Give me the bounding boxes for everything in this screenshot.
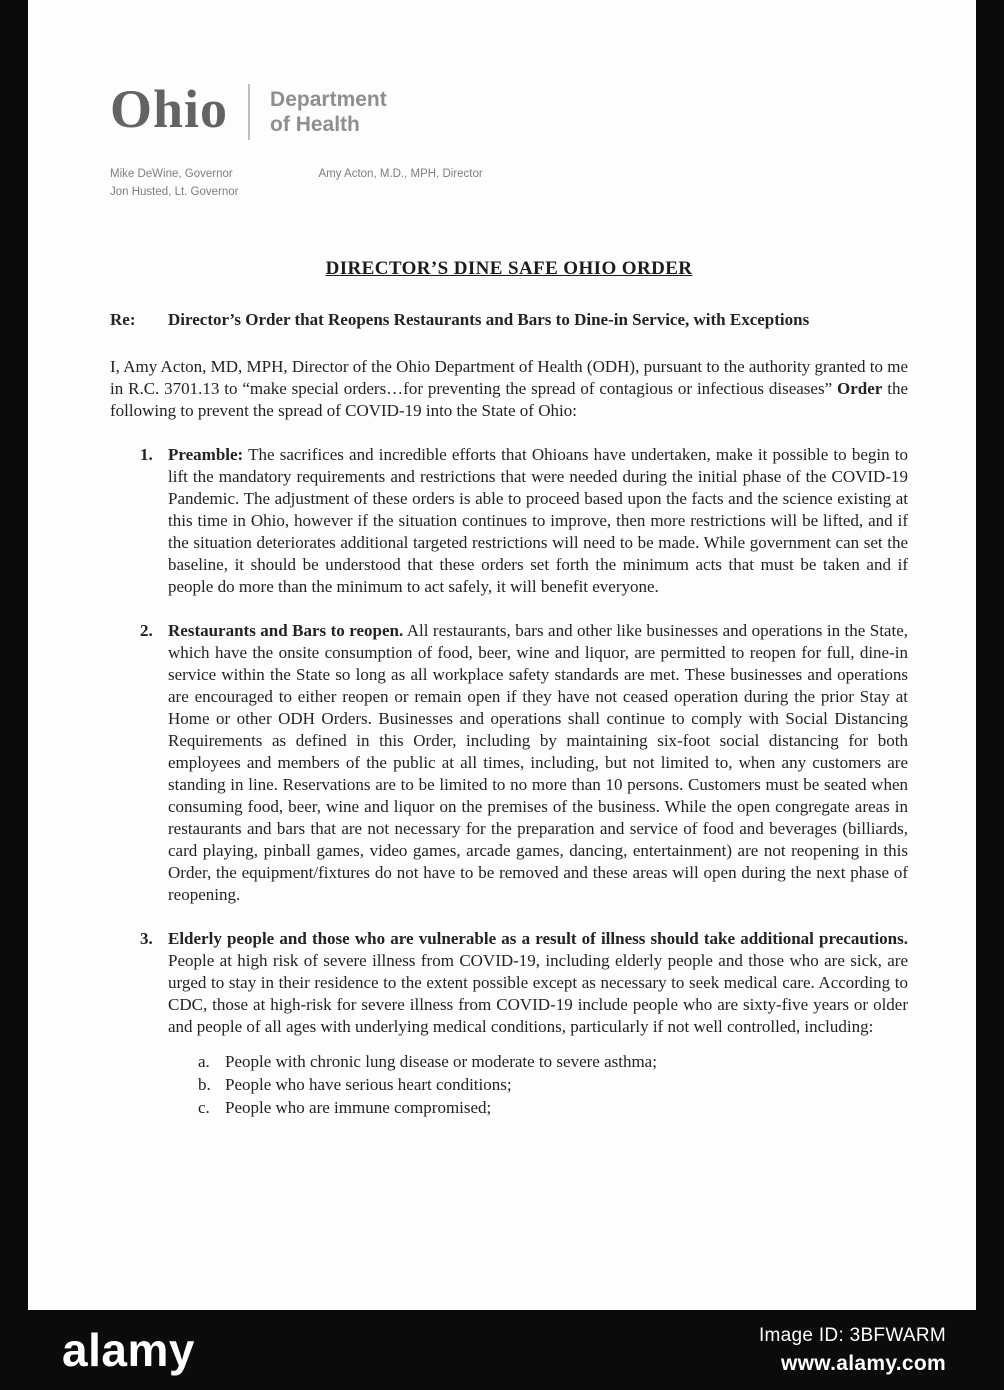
document-content — [28, 0, 976, 1310]
sub-item-text: People who have serious heart conditions; — [225, 1074, 512, 1094]
logo-divider — [248, 84, 250, 140]
alamy-meta — [759, 1325, 946, 1376]
intro-text-post: the following to prevent the spread of COVID-19 into the State of Ohio: — [110, 378, 908, 420]
alamy-logo: alamy — [62, 1324, 195, 1376]
item-lead: Restaurants and Bars to reopen. — [168, 620, 404, 640]
re-line — [110, 310, 908, 330]
sub-item-marker: a. — [198, 1051, 210, 1071]
sub-item-text: People who are immune compromised; — [225, 1097, 492, 1117]
officials-col-director — [318, 166, 482, 202]
ohio-logo: Ohio — [110, 79, 229, 139]
director-line: Amy Acton, M.D., MPH, Director — [318, 168, 483, 180]
document-title: DIRECTOR’S DINE SAFE OHIO ORDER — [325, 257, 693, 279]
intro-text-pre: I, Amy Acton, MD, MPH, Director of the Ohio Department of Health (ODH), pursuant to the authority granted to me in R.C. 3701.13 to “make special orders…for preventing the spread of contagious or infectious diseases” — [110, 356, 908, 398]
sub-item-a — [198, 1050, 908, 1073]
image-id: Image ID: 3BFWARM — [758, 1324, 946, 1346]
item-body: The sacrifices and incredible efforts that Ohioans have undertaken, make it possible to begin to lift the mandatory requirements and restrictions that were needed during the initial phase of the COVID-19 Pandemic. The adjustment of these orders is able to proceed based upon the facts and the science existing at this time in Ohio, however if the situation continues to improve, then more restrictions will be lifted, and if the situation deteriorates additional targeted restrictions will need to be made. While government can set the baseline, it should be understood that these orders set forth the minimum acts that must be taken and if people do more than the minimum to act safely, it will benefit everyone. — [168, 444, 908, 596]
governor-line: Mike DeWine, Governor — [110, 168, 233, 180]
officials-block — [110, 166, 908, 202]
watermark-left-bar — [0, 0, 28, 1390]
dept-line2: of Health — [270, 113, 360, 137]
high-risk-sub-list — [198, 1050, 908, 1119]
intro-order-word: Order — [837, 378, 883, 398]
odh-logo — [110, 79, 908, 140]
watermark-right-bar — [976, 0, 1004, 1390]
item-number: 3. — [140, 928, 153, 948]
department-name — [270, 82, 387, 137]
item-number: 1. — [140, 444, 153, 464]
order-item-elderly-precautions — [140, 928, 908, 1038]
sub-item-c — [198, 1096, 908, 1119]
order-item-restaurants-reopen — [140, 620, 908, 906]
alamy-watermark-bar — [0, 1310, 1004, 1390]
alamy-url: www.alamy.com — [781, 1351, 946, 1375]
item-number: 2. — [140, 620, 153, 640]
sub-item-marker: c. — [198, 1097, 210, 1117]
dept-line1: Department — [270, 88, 387, 111]
sub-item-text: People with chronic lung disease or moderate to severe asthma; — [225, 1051, 657, 1071]
letterhead — [110, 79, 908, 202]
item-text — [168, 444, 908, 598]
intro-paragraph — [110, 356, 908, 422]
item-text — [168, 928, 908, 1038]
item-text — [168, 620, 908, 906]
officials-col-governors — [110, 166, 238, 202]
order-item-preamble — [140, 444, 908, 598]
sub-item-b — [198, 1073, 908, 1096]
item-lead: Preamble: — [168, 444, 244, 464]
re-subject: Director’s Order that Reopens Restaurants and Bars to Dine-in Service, with Exceptions — [168, 309, 810, 329]
lt-governor-line: Jon Husted, Lt. Governor — [110, 185, 239, 198]
sub-item-marker: b. — [198, 1074, 211, 1094]
item-body: All restaurants, bars and other like businesses and operations in the State, which have the onsite consumption of food, beer, wine and liquor, are permitted to reopen for full, dine-in service within the State so long as all workplace safety standards are met. These businesses and operations are encouraged to either reopen or remain open if they have not ceased operation during the prior Stay at Home or other ODH Orders. Businesses and operations shall continue to comply with Social Distancing Requirements as defined in this Order, including by maintaining six-foot social distancing for both employees and members of the public at all times, including, but not limited to, when any customers are standing in line. Reservations are to be limited to no more than 10 persons. Customers must be seated when consuming food, beer, wine and liquor on the premises of the business. While the open congregate areas in restaurants and bars that are not necessary for the preparation and service of food and beverages (billiards, card playing, pinball games, video games, arcade games, dancing, entertainment) are not reopening in this Order, the equipment/fixtures do not have to be removed and these areas will open during the next phase of reopening. — [168, 620, 908, 904]
item-lead: Elderly people and those who are vulnerable as a result of illness should take additional precautions. — [168, 928, 908, 948]
re-label: Re: — [110, 309, 136, 329]
item-body: People at high risk of severe illness from COVID-19, including elderly people and those who are sick, are urged to stay in their residence to the extent possible except as necessary to seek medical care. According to CDC, those at high-risk for severe illness from COVID-19 include people who are sixty-five years or older and people of all ages with underlying medical conditions, particularly if not well controlled, including: — [168, 950, 908, 1036]
order-body — [110, 258, 908, 1119]
